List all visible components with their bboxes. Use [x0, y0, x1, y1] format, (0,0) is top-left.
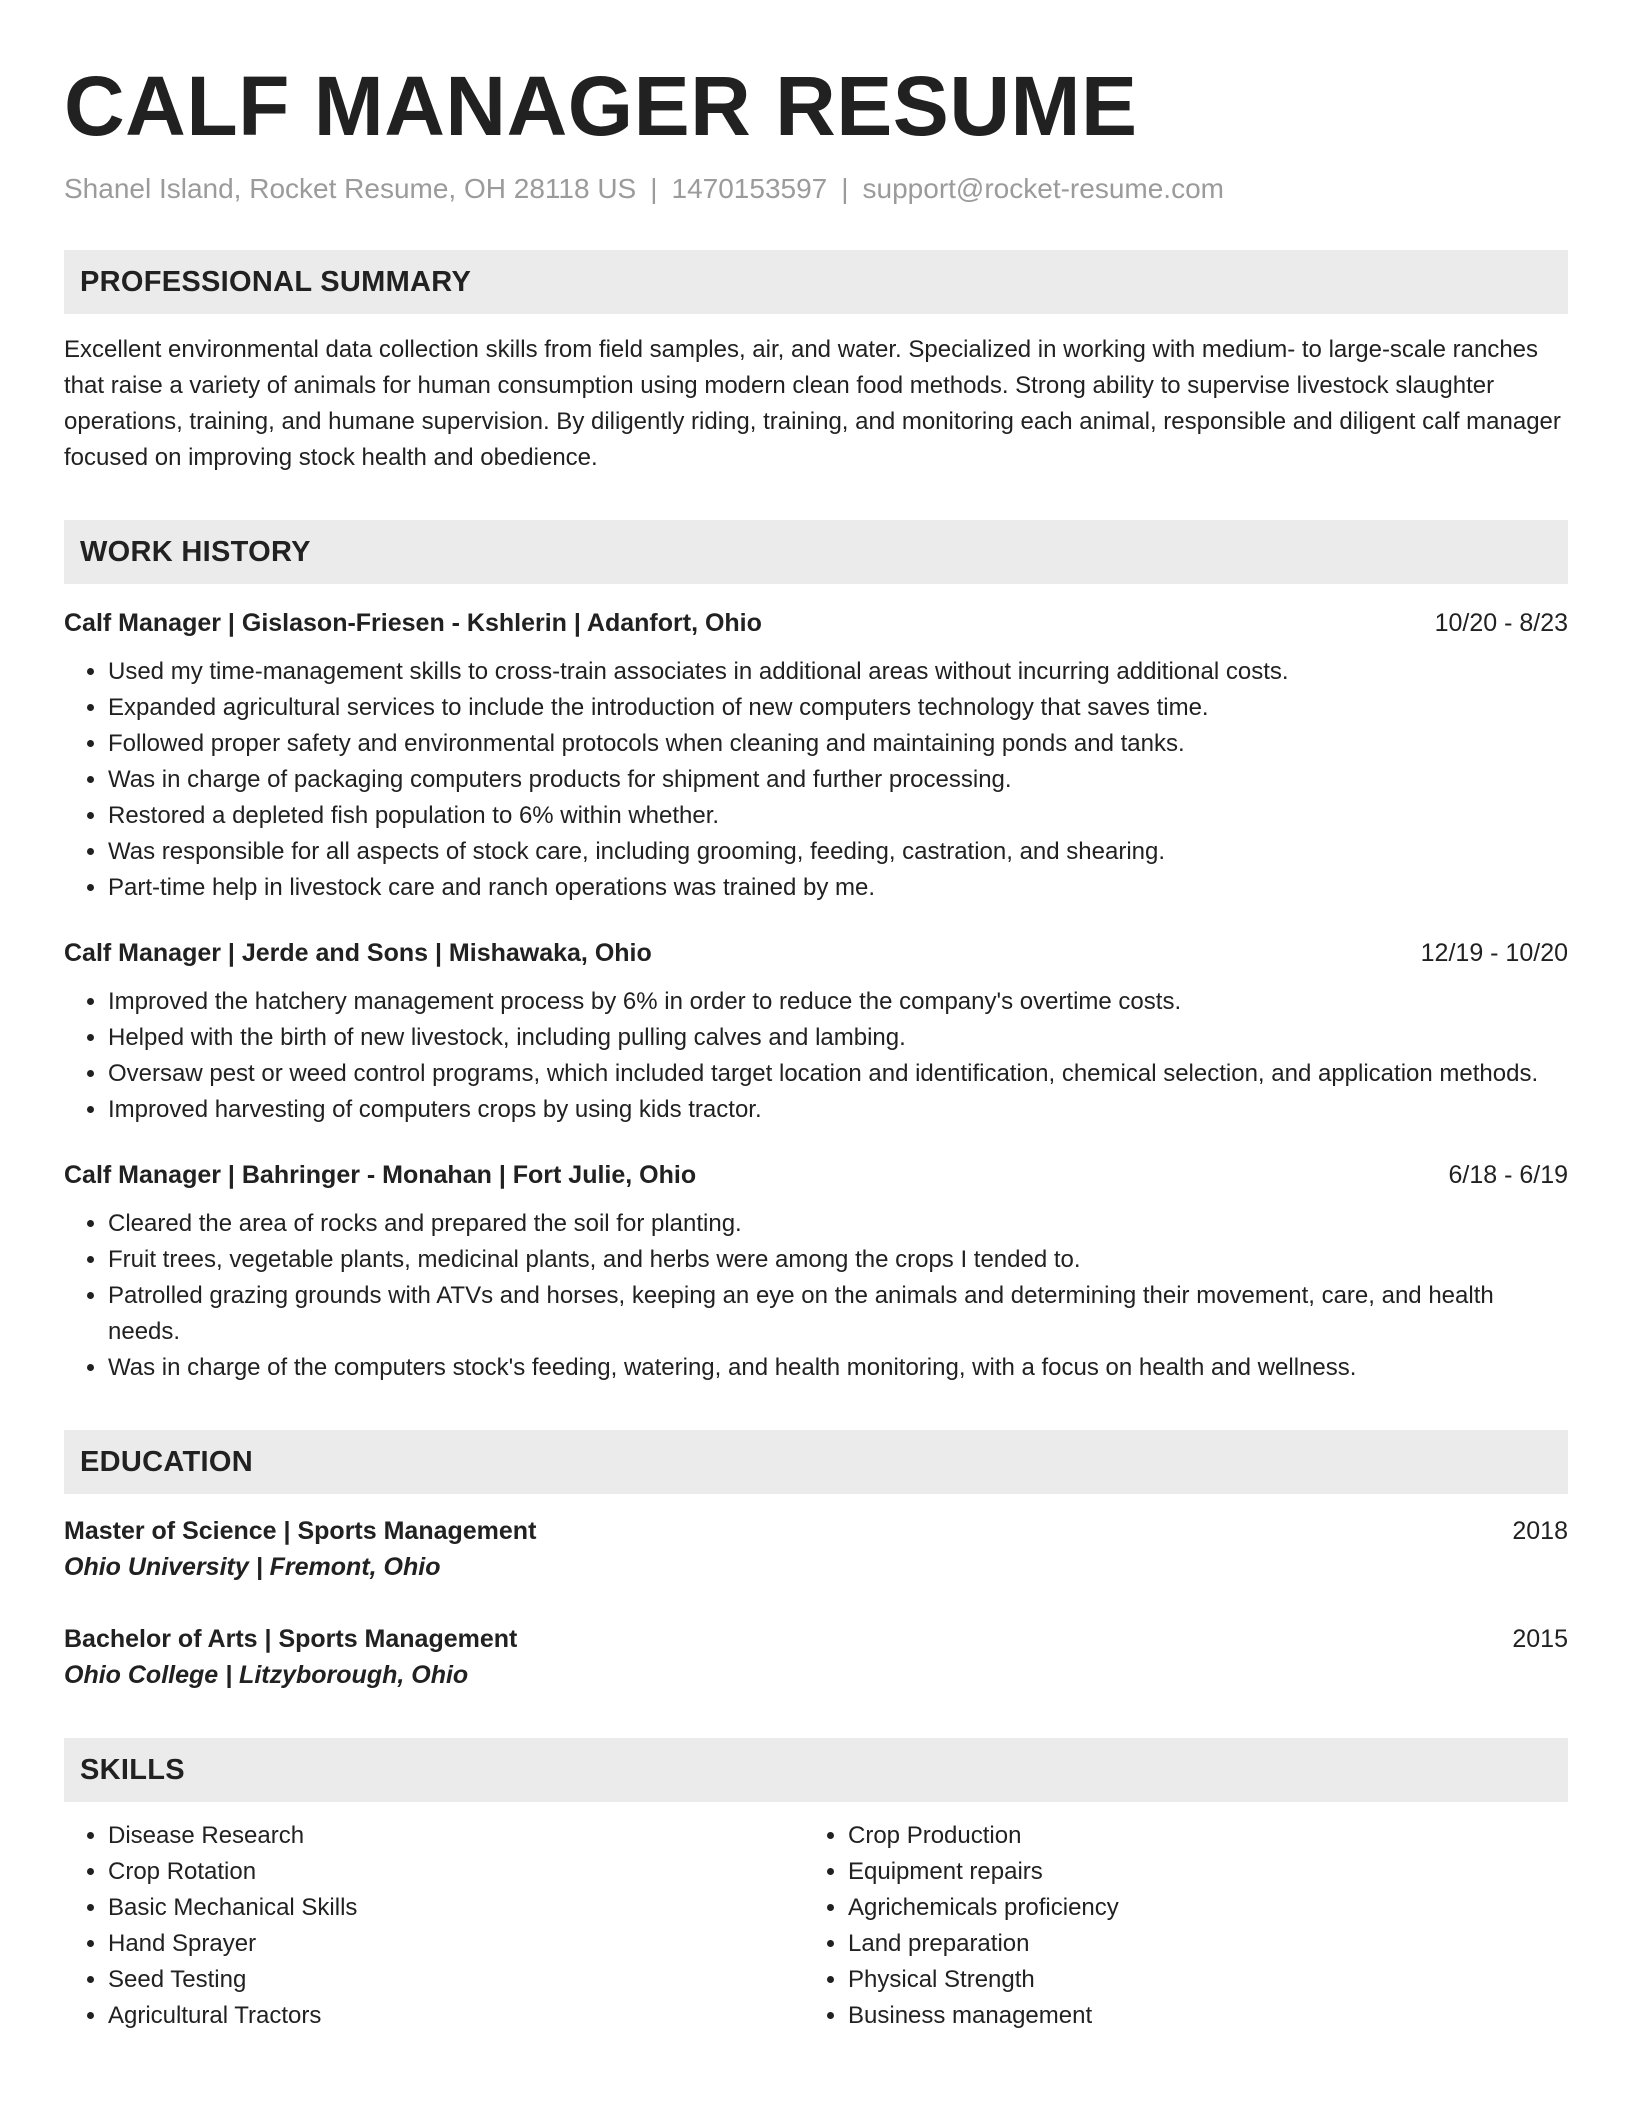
skill-item: • Physical Strength [848, 1962, 1544, 1998]
job-bullets [64, 984, 1568, 1128]
job-bullets [64, 1206, 1568, 1386]
skill-item: • Agrichemicals proficiency [848, 1890, 1544, 1926]
education-header [64, 1622, 1568, 1656]
section-header-summary [64, 250, 1568, 314]
degree-title: Bachelor of Arts | Sports Management [64, 1625, 518, 1653]
job-bullet: • Followed proper safety and environmental protocols when cleaning and maintaining ponds and tanks. [108, 726, 1568, 762]
job-bullet: • Expanded agricultural services to include the introduction of new computers technology that saves time. [108, 690, 1568, 726]
section-title-education: EDUCATION [80, 1445, 253, 1478]
job-bullet: • Patrolled grazing grounds with ATVs and horses, keeping an eye on the animals and determining their movement, care, and health needs. [108, 1278, 1568, 1350]
skills-column-right [804, 1818, 1544, 2034]
skill-item: • Land preparation [848, 1926, 1544, 1962]
education-entry [64, 1622, 1568, 1694]
job-dates: 10/20 - 8/23 [1434, 609, 1568, 637]
contact-separator: | [841, 173, 849, 204]
summary-text: Excellent environmental data collection skills from field samples, air, and water. Specialized in working with medium- to large-scale ranches that raise a variety of animals for human consumption using modern clean food methods. Strong ability to supervise livestock slaughter operations, training, and humane supervision. By diligently riding, training, and monitoring each animal, responsible and diligent calf manager focused on improving stock health and obedience. [64, 336, 1561, 471]
contact-separator: | [650, 173, 658, 204]
section-title-skills: SKILLS [80, 1753, 185, 1786]
job-bullet: • Was responsible for all aspects of stock care, including grooming, feeding, castration, and shearing. [108, 834, 1568, 870]
skill-item: • Agricultural Tractors [108, 1998, 804, 2034]
skill-item: • Crop Rotation [108, 1854, 804, 1890]
job-bullet: • Oversaw pest or weed control programs, which included target location and identification, chemical selection, and application methods. [108, 1056, 1568, 1092]
job-header [64, 936, 1568, 970]
job-title: Calf Manager | Bahringer - Monahan | Fort Julie, Ohio [64, 1161, 697, 1189]
skills-column-left [64, 1818, 804, 2034]
job-title: Calf Manager | Jerde and Sons | Mishawaka, Ohio [64, 939, 652, 967]
job-bullet: • Helped with the birth of new livestock, including pulling calves and lambing. [108, 1020, 1568, 1056]
skill-item: • Seed Testing [108, 1962, 804, 1998]
contact-phone: 1470153597 [671, 173, 828, 204]
skill-item: • Equipment repairs [848, 1854, 1544, 1890]
graduation-year: 2018 [1512, 1517, 1568, 1545]
job-header [64, 606, 1568, 640]
job-header [64, 1158, 1568, 1192]
job-bullet: • Improved the hatchery management process by 6% in order to reduce the company's overtime costs. [108, 984, 1568, 1020]
graduation-year: 2015 [1512, 1625, 1568, 1653]
section-title-work-history: WORK HISTORY [80, 535, 311, 568]
job-bullet: • Cleared the area of rocks and prepared the soil for planting. [108, 1206, 1568, 1242]
degree-title: Master of Science | Sports Management [64, 1517, 537, 1545]
contact-line [64, 172, 1568, 206]
job-title: Calf Manager | Gislason-Friesen - Kshlerin | Adanfort, Ohio [64, 609, 762, 637]
skill-item: • Basic Mechanical Skills [108, 1890, 804, 1926]
job-bullet: • Fruit trees, vegetable plants, medicinal plants, and herbs were among the crops I tended to. [108, 1242, 1568, 1278]
section-title-summary: PROFESSIONAL SUMMARY [80, 265, 472, 298]
job-bullet: • Improved harvesting of computers crops by using kids tractor. [108, 1092, 1568, 1128]
section-header-education [64, 1430, 1568, 1494]
skill-item: • Disease Research [108, 1818, 804, 1854]
section-header-work-history [64, 520, 1568, 584]
skill-item: • Hand Sprayer [108, 1926, 804, 1962]
job-bullet: • Part-time help in livestock care and ranch operations was trained by me. [108, 870, 1568, 906]
job-bullet: • Used my time-management skills to cross-train associates in additional areas without incurring additional costs. [108, 654, 1568, 690]
contact-address: Shanel Island, Rocket Resume, OH 28118 US [64, 173, 637, 204]
education-header [64, 1514, 1568, 1548]
job-dates: 12/19 - 10/20 [1420, 939, 1568, 967]
resume-title: CALF MANAGER RESUME [64, 59, 1138, 153]
education-entry [64, 1514, 1568, 1586]
job-entry [64, 936, 1568, 1128]
skill-item: • Business management [848, 1998, 1544, 2034]
section-header-skills [64, 1738, 1568, 1802]
school-name: Ohio College | Litzyborough, Ohio [64, 1661, 469, 1689]
job-bullets [64, 654, 1568, 906]
contact-email: support@rocket-resume.com [862, 173, 1224, 204]
job-dates: 6/18 - 6/19 [1448, 1161, 1568, 1189]
skills-list [64, 1818, 1568, 2034]
job-entry [64, 1158, 1568, 1386]
job-bullet: • Was in charge of the computers stock's feeding, watering, and health monitoring, with a focus on health and wellness. [108, 1350, 1568, 1386]
job-bullet: • Was in charge of packaging computers products for shipment and further processing. [108, 762, 1568, 798]
job-bullet: • Restored a depleted fish population to 6% within whether. [108, 798, 1568, 834]
skill-item: • Crop Production [848, 1818, 1544, 1854]
school-name: Ohio University | Fremont, Ohio [64, 1553, 441, 1581]
job-entry [64, 606, 1568, 906]
